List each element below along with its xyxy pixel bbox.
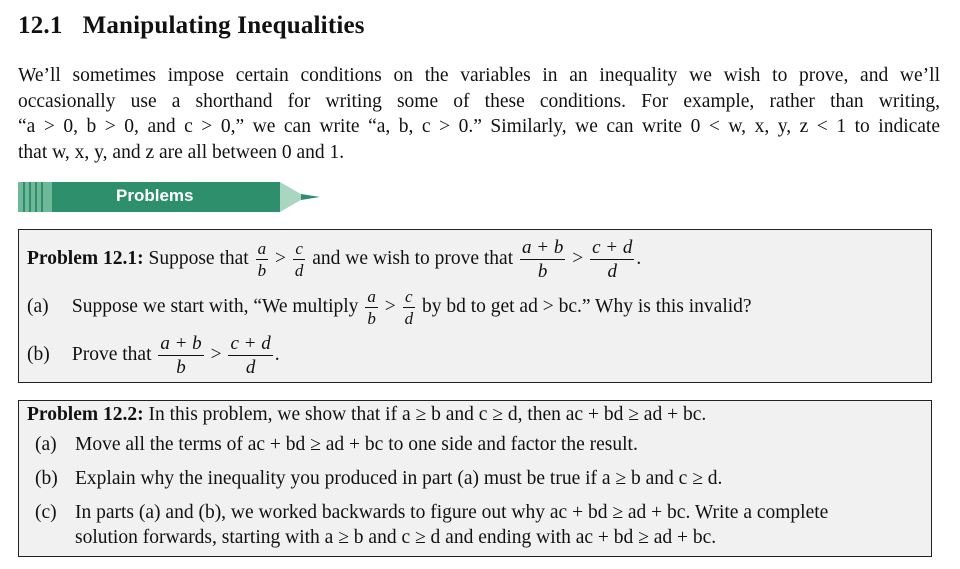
- problem-12-2-part-c-cont: [75, 527, 716, 549]
- problem-12-2-stem-text: In this problem, we show that if a ≥ b and c ≥ d, then ac + bd ≥ ad + bc.: [148, 404, 707, 425]
- problems-banner: [18, 180, 322, 214]
- section-number: 12.1: [18, 12, 63, 39]
- section-heading: [18, 12, 365, 40]
- fraction-a-over-b: $\frac{a}{b}$: [367, 287, 376, 328]
- problem-12-1-box: [18, 229, 932, 383]
- fraction-cpd-over-d: $\frac{c + d}{d}$: [230, 333, 271, 378]
- intro-line-4: that w, x, y, and z are all between 0 and 1.: [18, 141, 345, 163]
- problem-12-2-stem: [27, 404, 706, 426]
- part-a-text-pre: Suppose we start with, “We multiply: [71, 295, 359, 317]
- intro-line-1: We’ll sometimes impose certain conditions on the variables in an inequality we wish to prove, and we’ll: [18, 65, 940, 86]
- problem-12-2-part-c: [35, 502, 828, 524]
- problem-12-2-part-a: [35, 434, 638, 456]
- intro-paragraph: [18, 63, 940, 165]
- problem-12-1-part-a: (a) Suppose we start with, “We multiply $\frac{a}{b}$ > $\frac{c}{d}$ by bd to get ad > bc.” Why is this invalid?: [27, 287, 752, 328]
- fraction-apb-over-b: $\frac{a + b}{b}$: [522, 237, 564, 282]
- part-b-text: Explain why the inequality you produced in part (a) must be true if a ≥ b and c ≥ d.: [75, 468, 723, 489]
- part-a-label: (a): [35, 434, 57, 455]
- problem-12-1-label: Problem 12.1:: [27, 247, 144, 269]
- problem-12-2-box: [18, 400, 932, 557]
- intro-line-3: “a > 0, b > 0, and c > 0,” we can write “a, b, c > 0.” Similarly, we can write 0 < w, x, y, z < 1 to indicate: [18, 116, 940, 137]
- part-a-label: (a): [27, 295, 49, 317]
- section-title: Manipulating Inequalities: [82, 12, 365, 39]
- part-c-text-line-2: solution forwards, starting with a ≥ b and c ≥ d and ending with ac + bd ≥ ad + bc.: [75, 527, 717, 548]
- fraction-a-over-b: $\frac{a}{b}$: [257, 239, 267, 280]
- part-c-text-line-1: In parts (a) and (b), we worked backwards to figure out why ac + bd ≥ ad + bc. Write a complete: [75, 502, 829, 523]
- intro-line-2: occasionally use a shorthand for writing some of these conditions. For example, rather than writing,: [18, 90, 940, 112]
- part-b-label: (b): [27, 343, 50, 365]
- problem-12-2-label: Problem 12.2:: [27, 404, 144, 425]
- part-c-label: (c): [35, 502, 57, 523]
- problem-12-2-part-b: [35, 468, 722, 490]
- problems-banner-label: Problems: [116, 186, 194, 205]
- problem-12-1-stem: Problem 12.1: Suppose that $\frac{a}{b}$ > $\frac{c}{d}$ and we wish to prove that $\frac{a + b}{b}$ > $\frac{c + d}{d}$ .: [27, 237, 642, 282]
- problem-12-1-part-b: (b) Prove that $\frac{a + b}{b}$ > $\frac{c + d}{d}$ .: [27, 333, 280, 378]
- part-b-text: Prove that: [71, 343, 152, 365]
- fraction-apb-over-b: $\frac{a + b}{b}$: [160, 333, 202, 378]
- part-a-text: Move all the terms of ac + bd ≥ ad + bc to one side and factor the result.: [75, 434, 638, 455]
- fraction-c-over-d: $\frac{c}{d}$: [404, 287, 414, 328]
- part-b-label: (b): [35, 468, 58, 489]
- problem-12-1-stem-a: Suppose that: [148, 247, 249, 269]
- part-a-text-post: by bd to get ad > bc.” Why is this invalid?: [421, 295, 752, 317]
- fraction-cpd-over-d: $\frac{c + d}{d}$: [592, 237, 633, 282]
- problem-12-1-stem-b: and we wish to prove that: [312, 247, 514, 269]
- fraction-c-over-d: $\frac{c}{d}$: [294, 239, 304, 280]
